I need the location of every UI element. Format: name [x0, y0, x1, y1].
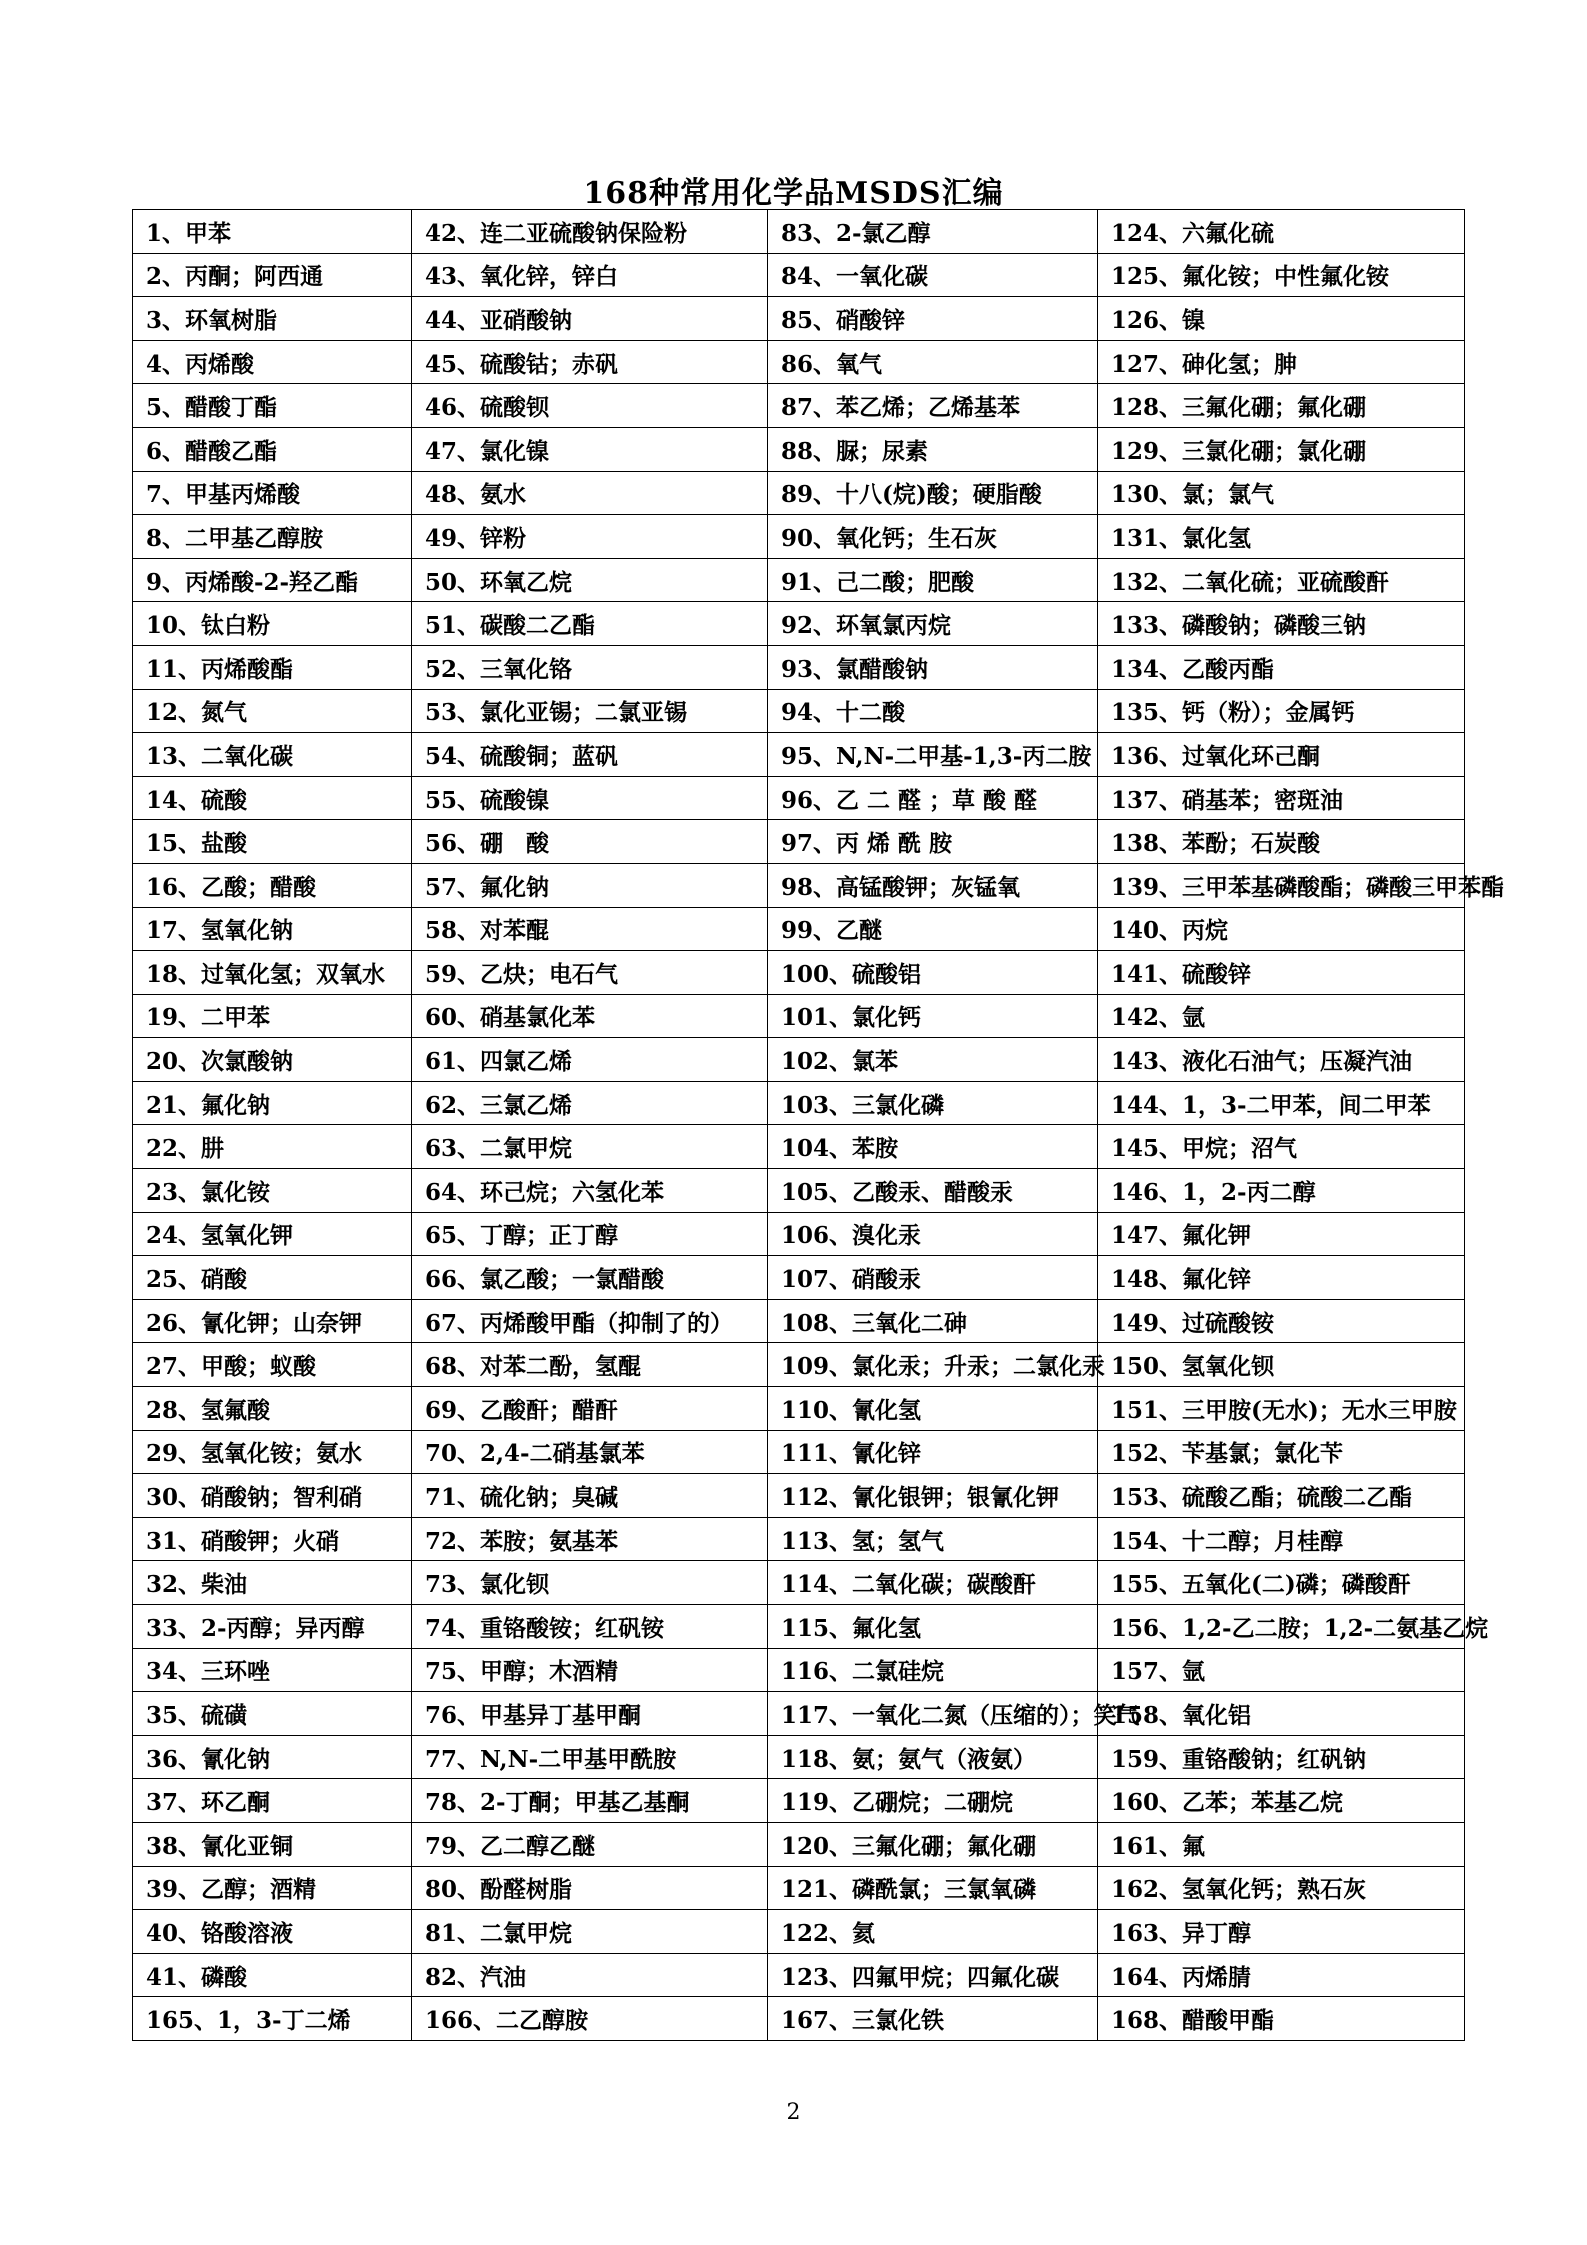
- chemical-cell: 96、乙 二 醛 ；草 酸 醛: [768, 776, 1098, 820]
- chemical-cell: 6、醋酸乙酯: [133, 427, 412, 471]
- chemical-cell: 32、柴油: [133, 1561, 412, 1605]
- document-title: 168种常用化学品MSDS汇编: [583, 176, 1004, 211]
- chemical-cell: 15、盐酸: [133, 820, 412, 864]
- table-row: [133, 1430, 1465, 1474]
- chemical-cell: 149、过硫酸铵: [1098, 1299, 1465, 1343]
- chemical-cell: 166、二乙醇胺: [412, 1997, 768, 2041]
- chemical-cell: 43、氧化锌，锌白: [412, 253, 768, 297]
- chemical-cell: 55、硫酸镍: [412, 776, 768, 820]
- chemical-cell: 35、硫磺: [133, 1692, 412, 1736]
- chemical-cell: 66、氯乙酸；一氯醋酸: [412, 1256, 768, 1300]
- chemical-cell: 61、四氯乙烯: [412, 1038, 768, 1082]
- chemical-cell: 92、环氧氯丙烷: [768, 602, 1098, 646]
- chemical-cell: 62、三氯乙烯: [412, 1081, 768, 1125]
- chemical-cell: 163、异丁醇: [1098, 1910, 1465, 1954]
- chemical-cell: 155、五氧化(二)磷；磷酸酐: [1098, 1561, 1465, 1605]
- chemical-cell: 114、二氧化碳；碳酸酐: [768, 1561, 1098, 1605]
- chemical-cell: 60、硝基氯化苯: [412, 994, 768, 1038]
- table-row: [133, 1038, 1465, 1082]
- chemical-cell: 42、连二亚硫酸钠保险粉: [412, 210, 768, 254]
- table-row: [133, 907, 1465, 951]
- chemical-cell: 4、丙烯酸: [133, 340, 412, 384]
- chemical-cell: 86、氧气: [768, 340, 1098, 384]
- chemical-cell: 88、脲；尿素: [768, 427, 1098, 471]
- chemical-cell: 146、1，2-丙二醇: [1098, 1169, 1465, 1213]
- chemical-cell: 71、硫化钠；臭碱: [412, 1474, 768, 1518]
- chemical-cell: 165、1，3-丁二烯: [133, 1997, 412, 2041]
- table-row: [133, 1081, 1465, 1125]
- chemical-cell: 67、丙烯酸甲酯（抑制了的）: [412, 1299, 768, 1343]
- chemical-cell: 82、汽油: [412, 1953, 768, 1997]
- table-row: [133, 1125, 1465, 1169]
- chemical-cell: 111、氰化锌: [768, 1430, 1098, 1474]
- chemical-cell: 123、四氟甲烷；四氟化碳: [768, 1953, 1098, 1997]
- table-row: [133, 1779, 1465, 1823]
- chemical-cell: 17、氢氧化钠: [133, 907, 412, 951]
- chemical-cell: 150、氢氧化钡: [1098, 1343, 1465, 1387]
- table-row: [133, 384, 1465, 428]
- chemical-cell: 80、酚醛树脂: [412, 1866, 768, 1910]
- chemical-cell: 105、乙酸汞、醋酸汞: [768, 1169, 1098, 1213]
- table-row: [133, 1561, 1465, 1605]
- table-row: [133, 1997, 1465, 2041]
- chemical-list-table: [132, 209, 1505, 2041]
- table-row: [133, 951, 1465, 995]
- chemical-cell: 65、丁醇；正丁醇: [412, 1212, 768, 1256]
- chemical-cell: 46、硫酸钡: [412, 384, 768, 428]
- chemical-cell: 48、氨水: [412, 471, 768, 515]
- table-row: [133, 602, 1465, 646]
- chemical-cell: 64、环己烷；六氢化苯: [412, 1169, 768, 1213]
- chemical-cell: 74、重铬酸铵；红矾铵: [412, 1605, 768, 1649]
- chemical-cell: 51、碳酸二乙酯: [412, 602, 768, 646]
- chemical-cell: 30、硝酸钠；智利硝: [133, 1474, 412, 1518]
- chemical-cell: 124、六氟化硫: [1098, 210, 1465, 254]
- chemical-cell: 33、2-丙醇；异丙醇: [133, 1605, 412, 1649]
- table-row: [133, 427, 1465, 471]
- table-row: [133, 776, 1465, 820]
- chemical-cell: 85、硝酸锌: [768, 297, 1098, 341]
- table-row: [133, 515, 1465, 559]
- chemical-cell: 113、氢；氢气: [768, 1517, 1098, 1561]
- chemical-cell: 145、甲烷；沼气: [1098, 1125, 1465, 1169]
- table-row: [133, 297, 1465, 341]
- chemical-cell: 63、二氯甲烷: [412, 1125, 768, 1169]
- table-row: [133, 1648, 1465, 1692]
- chemical-cell: 78、2-丁酮；甲基乙基酮: [412, 1779, 768, 1823]
- table-row: [133, 1474, 1465, 1518]
- chemical-cell: 118、氨；氨气（液氨）: [768, 1735, 1098, 1779]
- table-row: [133, 645, 1465, 689]
- chemical-cell: 94、十二酸: [768, 689, 1098, 733]
- chemical-cell: 52、三氧化铬: [412, 645, 768, 689]
- table-row: [133, 1387, 1465, 1431]
- chemical-cell: 154、十二醇；月桂醇: [1098, 1517, 1465, 1561]
- chemical-cell: 9、丙烯酸-2-羟乙酯: [133, 558, 412, 602]
- table-row: [133, 558, 1465, 602]
- chemical-cell: 132、二氧化硫；亚硫酸酐: [1098, 558, 1465, 602]
- chemical-cell: 70、2,4-二硝基氯苯: [412, 1430, 768, 1474]
- chemical-cell: 131、氯化氢: [1098, 515, 1465, 559]
- chemical-cell: 152、苄基氯；氯化苄: [1098, 1430, 1465, 1474]
- chemical-cell: 16、乙酸；醋酸: [133, 863, 412, 907]
- chemical-cell: 11、丙烯酸酯: [133, 645, 412, 689]
- chemical-cell: 162、氢氧化钙；熟石灰: [1098, 1866, 1465, 1910]
- chemical-cell: 104、苯胺: [768, 1125, 1098, 1169]
- chemical-cell: 58、对苯醌: [412, 907, 768, 951]
- table-row: [133, 733, 1465, 777]
- chemical-cell: 49、锌粉: [412, 515, 768, 559]
- chemical-cell: 3、环氧树脂: [133, 297, 412, 341]
- chemical-cell: 73、氯化钡: [412, 1561, 768, 1605]
- chemical-cell: 79、乙二醇乙醚: [412, 1822, 768, 1866]
- chemical-cell: 148、氟化锌: [1098, 1256, 1465, 1300]
- chemical-cell: 121、磷酰氯；三氯氧磷: [768, 1866, 1098, 1910]
- chemical-cell: 125、氟化铵；中性氟化铵: [1098, 253, 1465, 297]
- chemical-cell: 139、三甲苯基磷酸酯；磷酸三甲苯酯: [1098, 863, 1465, 907]
- chemical-cell: 44、亚硝酸钠: [412, 297, 768, 341]
- chemical-cell: 102、氯苯: [768, 1038, 1098, 1082]
- table-row: [133, 1910, 1465, 1954]
- chemical-cell: 45、硫酸钴；赤矾: [412, 340, 768, 384]
- chemical-cell: 91、己二酸；肥酸: [768, 558, 1098, 602]
- chemical-cell: 27、甲酸；蚁酸: [133, 1343, 412, 1387]
- chemical-cell: 99、乙醚: [768, 907, 1098, 951]
- chemical-cell: 7、甲基丙烯酸: [133, 471, 412, 515]
- chemical-cell: 50、环氧乙烷: [412, 558, 768, 602]
- chemical-cell: 142、氩: [1098, 994, 1465, 1038]
- table-row: [133, 863, 1465, 907]
- table-row: [133, 1692, 1465, 1736]
- chemical-cell: 14、硫酸: [133, 776, 412, 820]
- chemical-cell: 53、氯化亚锡；二氯亚锡: [412, 689, 768, 733]
- table-row: [133, 253, 1465, 297]
- table-row: [133, 340, 1465, 384]
- chemical-cell: 28、氢氟酸: [133, 1387, 412, 1431]
- chemical-cell: 127、砷化氢；胂: [1098, 340, 1465, 384]
- chemical-cell: 116、二氯硅烷: [768, 1648, 1098, 1692]
- chemical-cell: 72、苯胺；氨基苯: [412, 1517, 768, 1561]
- chemical-cell: 75、甲醇；木酒精: [412, 1648, 768, 1692]
- chemical-cell: 134、乙酸丙酯: [1098, 645, 1465, 689]
- chemical-cell: 23、氯化铵: [133, 1169, 412, 1213]
- chemical-cell: 133、磷酸钠；磷酸三钠: [1098, 602, 1465, 646]
- chemical-cell: 29、氢氧化铵；氨水: [133, 1430, 412, 1474]
- chemical-cell: 89、十八(烷)酸；硬脂酸: [768, 471, 1098, 515]
- chemical-cell: 128、三氟化硼；氟化硼: [1098, 384, 1465, 428]
- chemical-cell: 167、三氯化铁: [768, 1997, 1098, 2041]
- chemical-cell: 156、1,2-乙二胺；1,2-二氨基乙烷: [1098, 1605, 1465, 1649]
- chemical-cell: 69、乙酸酐；醋酐: [412, 1387, 768, 1431]
- chemical-cell: 98、高锰酸钾；灰锰氧: [768, 863, 1098, 907]
- chemical-cell: 19、二甲苯: [133, 994, 412, 1038]
- table-row: [133, 1866, 1465, 1910]
- table-row: [133, 1212, 1465, 1256]
- chemical-cell: 140、丙烷: [1098, 907, 1465, 951]
- chemical-cell: 164、丙烯腈: [1098, 1953, 1465, 1997]
- chemical-cell: 24、氢氧化钾: [133, 1212, 412, 1256]
- chemical-cell: 38、氰化亚铜: [133, 1822, 412, 1866]
- chemical-cell: 41、磷酸: [133, 1953, 412, 1997]
- chemical-cell: 83、2-氯乙醇: [768, 210, 1098, 254]
- chemical-cell: 137、硝基苯；密斑油: [1098, 776, 1465, 820]
- chemical-cell: 120、三氟化硼；氟化硼: [768, 1822, 1098, 1866]
- chemical-cell: 153、硫酸乙酯；硫酸二乙酯: [1098, 1474, 1465, 1518]
- chemical-cell: 8、二甲基乙醇胺: [133, 515, 412, 559]
- chemical-cell: 143、液化石油气；压凝汽油: [1098, 1038, 1465, 1082]
- table-row: [133, 1299, 1465, 1343]
- table-row: [133, 1605, 1465, 1649]
- chemical-cell: 161、氟: [1098, 1822, 1465, 1866]
- chemical-cell: 2、丙酮；阿西通: [133, 253, 412, 297]
- table-row: [133, 994, 1465, 1038]
- chemical-cell: 12、氮气: [133, 689, 412, 733]
- chemical-cell: 117、一氧化二氮（压缩的）；笑气: [768, 1692, 1098, 1736]
- table-row: [133, 1822, 1465, 1866]
- chemical-cell: 112、氰化银钾；银氰化钾: [768, 1474, 1098, 1518]
- chemical-cell: 147、氟化钾: [1098, 1212, 1465, 1256]
- table-row: [133, 689, 1465, 733]
- chemical-cell: 158、氧化铝: [1098, 1692, 1465, 1736]
- chemical-cell: 122、氦: [768, 1910, 1098, 1954]
- chemical-cell: 108、三氧化二砷: [768, 1299, 1098, 1343]
- chemical-cell: 109、氯化汞；升汞；二氯化汞: [768, 1343, 1098, 1387]
- chemical-cell: 93、氯醋酸钠: [768, 645, 1098, 689]
- chemical-cell: 135、钙（粉）；金属钙: [1098, 689, 1465, 733]
- table-row: [133, 1517, 1465, 1561]
- chemical-cell: 1、甲苯: [133, 210, 412, 254]
- chemical-cell: 110、氰化氢: [768, 1387, 1098, 1431]
- chemical-cell: 18、过氧化氢；双氧水: [133, 951, 412, 995]
- chemical-cell: 76、甲基异丁基甲酮: [412, 1692, 768, 1736]
- chemical-cell: 59、乙炔；电石气: [412, 951, 768, 995]
- chemical-cell: 95、N,N-二甲基-1,3-丙二胺: [768, 733, 1098, 777]
- chemical-cell: 159、重铬酸钠；红矾钠: [1098, 1735, 1465, 1779]
- chemical-cell: 40、铬酸溶液: [133, 1910, 412, 1954]
- chemical-cell: 54、硫酸铜；蓝矾: [412, 733, 768, 777]
- chemical-cell: 77、N,N-二甲基甲酰胺: [412, 1735, 768, 1779]
- chemical-cell: 10、钛白粉: [133, 602, 412, 646]
- chemical-cell: 26、氰化钾；山奈钾: [133, 1299, 412, 1343]
- table-row: [133, 1953, 1465, 1997]
- chemical-cell: 57、氟化钠: [412, 863, 768, 907]
- chemical-cell: 136、过氧化环己酮: [1098, 733, 1465, 777]
- chemical-cell: 56、硼 酸: [412, 820, 768, 864]
- chemical-cell: 130、氯；氯气: [1098, 471, 1465, 515]
- chemical-cell: 103、三氯化磷: [768, 1081, 1098, 1125]
- chemical-cell: 144、1，3-二甲苯，间二甲苯: [1098, 1081, 1465, 1125]
- chemical-cell: 157、氩: [1098, 1648, 1465, 1692]
- chemical-cell: 81、二氯甲烷: [412, 1910, 768, 1954]
- chemical-cell: 138、苯酚；石炭酸: [1098, 820, 1465, 864]
- chemical-cell: 36、氰化钠: [133, 1735, 412, 1779]
- chemical-cell: 141、硫酸锌: [1098, 951, 1465, 995]
- chemical-cell: 168、醋酸甲酯: [1098, 1997, 1465, 2041]
- chemical-cell: 68、对苯二酚，氢醌: [412, 1343, 768, 1387]
- chemical-cell: 21、氟化钠: [133, 1081, 412, 1125]
- chemical-cell: 126、镍: [1098, 297, 1465, 341]
- table-row: [133, 210, 1465, 254]
- table-row: [133, 1343, 1465, 1387]
- chemical-cell: 100、硫酸铝: [768, 951, 1098, 995]
- chemical-cell: 39、乙醇；酒精: [133, 1866, 412, 1910]
- chemical-cell: 13、二氧化碳: [133, 733, 412, 777]
- table-row: [133, 1256, 1465, 1300]
- chemical-cell: 101、氯化钙: [768, 994, 1098, 1038]
- chemical-cell: 90、氧化钙；生石灰: [768, 515, 1098, 559]
- chemical-cell: 106、溴化汞: [768, 1212, 1098, 1256]
- chemical-cell: 97、丙 烯 酰 胺: [768, 820, 1098, 864]
- table-row: [133, 1735, 1465, 1779]
- chemical-cell: 151、三甲胺(无水)；无水三甲胺: [1098, 1387, 1465, 1431]
- chemical-cell: 37、环乙酮: [133, 1779, 412, 1823]
- chemical-cell: 34、三环唑: [133, 1648, 412, 1692]
- chemical-cell: 107、硝酸汞: [768, 1256, 1098, 1300]
- table-row: [133, 471, 1465, 515]
- chemical-cell: 84、一氧化碳: [768, 253, 1098, 297]
- chemical-cell: 20、次氯酸钠: [133, 1038, 412, 1082]
- table-row: [133, 820, 1465, 864]
- chemical-cell: 47、氯化镍: [412, 427, 768, 471]
- table-row: [133, 1169, 1465, 1213]
- chemical-cell: 115、氟化氢: [768, 1605, 1098, 1649]
- chemical-cell: 119、乙硼烷；二硼烷: [768, 1779, 1098, 1823]
- chemical-cell: 5、醋酸丁酯: [133, 384, 412, 428]
- page-number: 2: [786, 2100, 801, 2125]
- chemical-cell: 25、硝酸: [133, 1256, 412, 1300]
- chemical-cell: 160、乙苯；苯基乙烷: [1098, 1779, 1465, 1823]
- chemical-cell: 22、肼: [133, 1125, 412, 1169]
- chemical-cell: 129、三氯化硼；氯化硼: [1098, 427, 1465, 471]
- chemical-cell: 87、苯乙烯；乙烯基苯: [768, 384, 1098, 428]
- chemical-cell: 31、硝酸钾；火硝: [133, 1517, 412, 1561]
